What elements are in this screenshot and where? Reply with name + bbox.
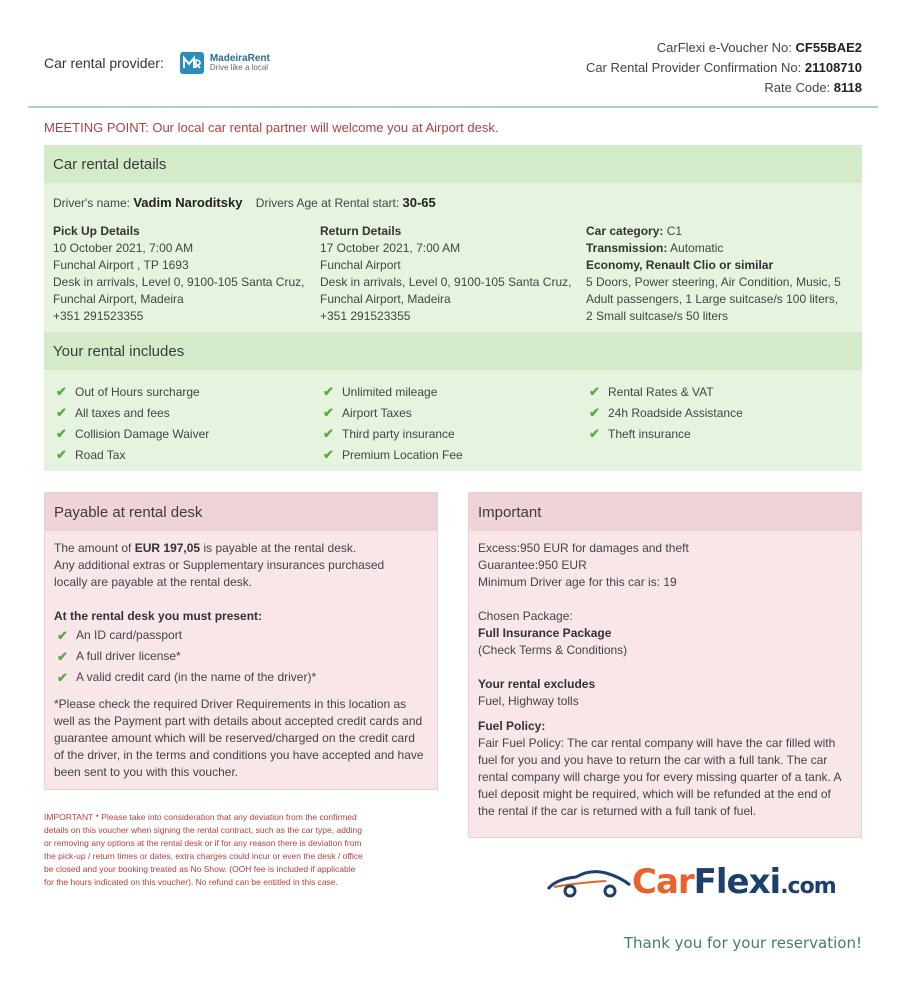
include-label: All taxes and fees: [75, 405, 170, 420]
includes-column-1: [53, 381, 209, 465]
include-item: [53, 381, 209, 402]
return-line: Funchal Airport: [320, 258, 401, 272]
fuel-policy-line: fuel for you and you have to return the car with a full tank. The car: [478, 753, 828, 767]
return-phone: +351 291523355: [320, 309, 411, 323]
car-details: [586, 223, 858, 325]
car-silhouette-icon: [546, 865, 632, 899]
check-icon: ✔: [57, 628, 68, 643]
driver-label: Driver's name:: [53, 196, 130, 210]
fuel-policy-line: Fair Fuel Policy: The car rental company will have the car filled with: [478, 736, 836, 750]
include-label: Airport Taxes: [342, 405, 412, 420]
check-icon: ✔: [56, 404, 67, 420]
fuel-policy-label: Fuel Policy:: [478, 719, 546, 733]
check-icon: ✔: [589, 425, 600, 441]
include-label: 24h Roadside Assistance: [608, 405, 743, 420]
excludes-label: Your rental excludes: [478, 677, 596, 691]
brand-com: .com: [780, 874, 836, 899]
include-item: [53, 423, 209, 444]
brand-car: Car: [632, 862, 694, 902]
transmission-value: Automatic: [670, 241, 724, 255]
disclaimer-line: the pick-up / return times or dates, extra charges could incur or even the desk / office: [44, 851, 363, 861]
car-category-value: C1: [666, 224, 683, 238]
extras-line: Any additional extras or Supplementary insurances purchased: [54, 558, 385, 572]
include-item: [586, 423, 743, 444]
check-icon: ✔: [323, 425, 334, 441]
pickup-line: 10 October 2021, 7:00 AM: [53, 241, 194, 255]
return-line: Funchal Airport, Madeira: [320, 292, 451, 306]
car-feature-line: Adult passengers, 1 Large suitcase/s 100 liters,: [586, 292, 839, 306]
important-section: [468, 492, 862, 838]
present-label: A full driver license*: [76, 649, 181, 663]
confirmation-number: 21108710: [804, 60, 862, 75]
check-icon: ✔: [57, 670, 68, 685]
voucher-number: CF55BAE2: [795, 40, 862, 55]
car-feature-line: 5 Doors, Power steering, Air Condition, Music, 5: [586, 275, 841, 289]
return-details: [320, 223, 582, 325]
car-feature-line: 2 Small suitcase/s 50 liters: [586, 309, 729, 323]
requirements-note-line: of the driver, in the terms and conditions you have accepted and have: [54, 748, 424, 762]
include-label: Theft insurance: [608, 426, 691, 441]
disclaimer-line: details on this voucher when signing the rental contract, such as the car type, adding: [44, 825, 362, 835]
check-icon: ✔: [323, 404, 334, 420]
excludes-value: Fuel, Highway tolls: [478, 694, 579, 708]
check-icon: ✔: [56, 425, 67, 441]
pickup-line: Funchal Airport , TP 1693: [53, 258, 189, 272]
package-terms: (Check Terms & Conditions): [478, 643, 628, 657]
include-label: Unlimited mileage: [342, 384, 438, 399]
check-icon: ✔: [57, 649, 68, 664]
fuel-policy-line: the rental if the car is returned with a full tank of fuel.: [478, 804, 757, 818]
carflexi-logo: [546, 862, 836, 902]
rate-label: Rate Code:: [764, 80, 831, 95]
voucher-label: CarFlexi e-Voucher No:: [656, 40, 792, 55]
include-label: Rental Rates & VAT: [608, 384, 714, 399]
include-label: Out of Hours surcharge: [75, 384, 200, 399]
present-label: A valid credit card (in the name of the driver)*: [76, 670, 317, 684]
voucher-header: [28, 30, 878, 108]
check-icon: ✔: [323, 446, 334, 462]
present-item: [54, 625, 428, 646]
include-label: Road Tax: [75, 447, 126, 462]
madeirarent-logo-icon: [180, 52, 204, 74]
include-label: Collision Damage Waiver: [75, 426, 210, 441]
disclaimer-line: or removing any options at the rental desk or if for any reason there is deviation from: [44, 838, 362, 848]
payable-amount: EUR 197,05: [134, 541, 201, 555]
include-item: [53, 444, 209, 465]
driver-info: [53, 195, 436, 210]
include-item: [320, 423, 463, 444]
amount-suffix: is payable at the rental desk.: [203, 541, 357, 555]
return-line: 17 October 2021, 7:00 AM: [320, 241, 461, 255]
includes-column-3: [586, 381, 743, 444]
voucher-numbers: [586, 38, 862, 98]
requirements-note-line: guarantee amount which will be reserved/charged on the credit card: [54, 731, 415, 745]
rental-includes-title: Your rental includes: [44, 332, 862, 370]
madeirarent-logo: [180, 52, 270, 74]
include-item: [320, 444, 463, 465]
pickup-title: Pick Up Details: [53, 224, 140, 238]
min-age-line: Minimum Driver age for this car is: 19: [478, 575, 677, 589]
check-icon: ✔: [323, 383, 334, 399]
driver-name: Vadim Naroditsky: [133, 195, 243, 210]
age-label: Drivers Age at Rental start:: [255, 196, 400, 210]
guarantee-line: Guarantee:950 EUR: [478, 558, 587, 572]
include-item: [586, 402, 743, 423]
excess-line: Excess:950 EUR for damages and theft: [478, 541, 689, 555]
check-icon: ✔: [56, 446, 67, 462]
pickup-line: Desk in arrivals, Level 0, 9100-105 Santa Cruz,: [53, 275, 305, 289]
present-item: [54, 667, 428, 688]
include-item: [53, 402, 209, 423]
disclaimer-line: IMPORTANT * Please take into consideration that any deviation from the confirmed: [44, 812, 357, 822]
include-label: Premium Location Fee: [342, 447, 463, 462]
provider-block: [44, 52, 270, 74]
car-model: Economy, Renault Clio or similar: [586, 258, 774, 272]
pickup-phone: +351 291523355: [53, 309, 144, 323]
check-icon: ✔: [56, 383, 67, 399]
fuel-policy-line: rental company will charge you for every missing quarter of a tank. A: [478, 770, 842, 784]
important-disclaimer: [44, 811, 440, 889]
include-label: Third party insurance: [342, 426, 455, 441]
rental-details-title: Car rental details: [44, 145, 862, 183]
age-value: 30-65: [402, 195, 436, 210]
payable-title: Payable at rental desk: [45, 493, 437, 531]
include-item: [320, 402, 463, 423]
car-category-label: Car category:: [586, 224, 664, 238]
package-name: Full Insurance Package: [478, 626, 612, 640]
logo-name: MadeiraRent: [209, 53, 270, 64]
requirements-note-line: well as the Payment part with details about accepted credit cards and: [54, 714, 423, 728]
fuel-policy-line: fuel deposit might be required, which will be refunded at the end of: [478, 787, 831, 801]
important-title: Important: [469, 493, 861, 531]
payable-section: [44, 492, 438, 790]
return-line: Desk in arrivals, Level 0, 9100-105 Santa Cruz,: [320, 275, 572, 289]
pickup-line: Funchal Airport, Madeira: [53, 292, 184, 306]
include-item: [586, 381, 743, 402]
check-icon: ✔: [589, 404, 600, 420]
transmission-label: Transmission:: [586, 241, 668, 255]
rental-details-section: [44, 145, 862, 471]
provider-label: Car rental provider:: [44, 55, 164, 71]
confirmation-label: Car Rental Provider Confirmation No:: [585, 60, 802, 75]
present-label: An ID card/passport: [76, 628, 183, 642]
amount-prefix: The amount of: [54, 541, 132, 555]
include-item: [320, 381, 463, 402]
brand-flexi: Flexi: [693, 862, 781, 902]
payable-amount-line: [54, 540, 428, 557]
return-title: Return Details: [320, 224, 402, 238]
pickup-details: [53, 223, 315, 325]
disclaimer-line: for the hours indicated on this voucher). No refund can be entitled in this case.: [44, 877, 338, 887]
package-label: Chosen Package:: [478, 609, 573, 623]
logo-tagline: Drive like a local: [209, 63, 269, 72]
present-item: [54, 646, 428, 667]
present-title: At the rental desk you must present:: [54, 609, 263, 623]
meeting-point: MEETING POINT: Our local car rental partner will welcome you at Airport desk.: [44, 120, 499, 135]
rate-code: 8118: [833, 80, 862, 95]
requirements-note-line: been sent to you with this voucher.: [54, 765, 239, 779]
requirements-note-line: *Please check the required Driver Requirements in this location as: [54, 697, 407, 711]
disclaimer-line: be closed and your booking treated as No Show. (OOH fee is included if applicable: [44, 864, 356, 874]
extras-line: locally are payable at the rental desk.: [54, 575, 253, 589]
check-icon: ✔: [589, 383, 600, 399]
includes-column-2: [320, 381, 463, 465]
thank-you-message: Thank you for your reservation!: [623, 934, 862, 952]
